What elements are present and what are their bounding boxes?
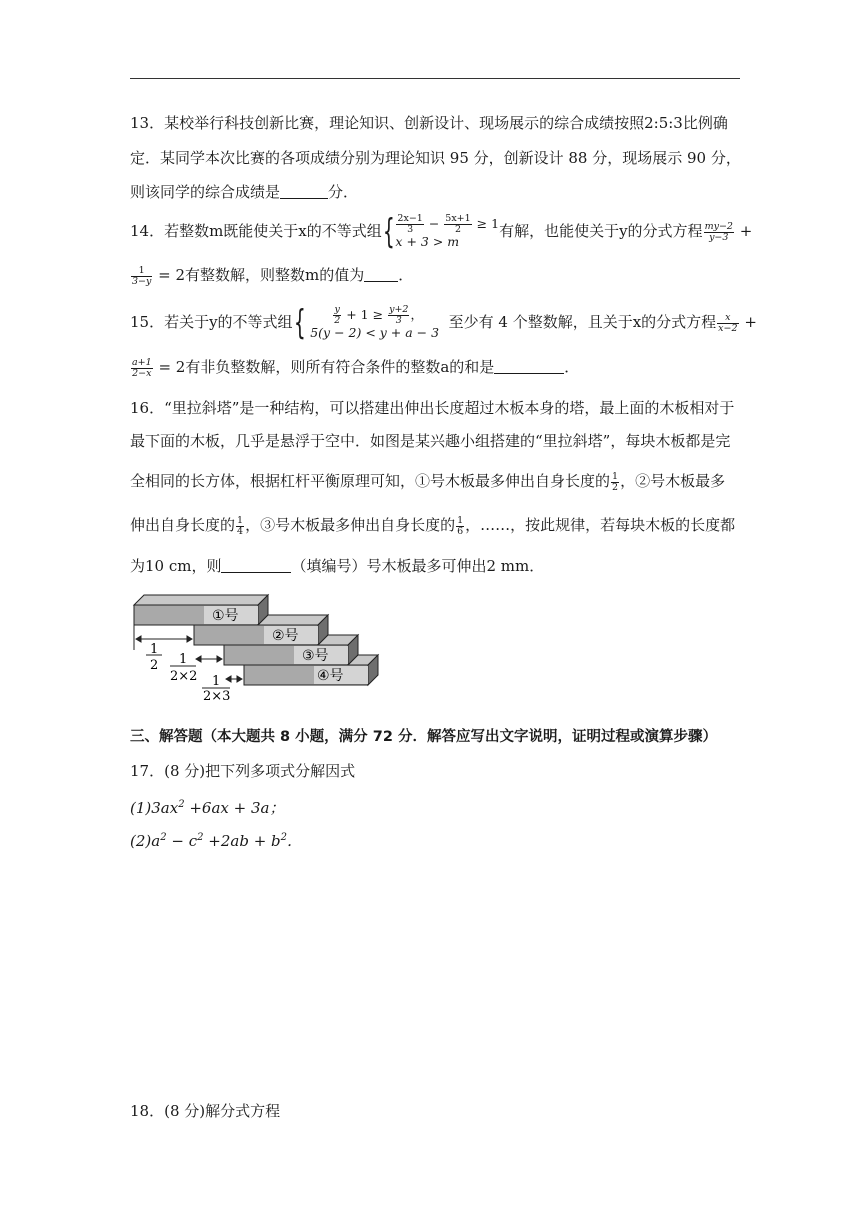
q16-fraction-half: $\frac{1}{2}$ <box>612 470 619 493</box>
dim-label-2-numerator: 1 <box>179 652 188 667</box>
q15-inequality-system: $\frac{y}{2}$ + 1 ≥ $\frac{y+2}{3}$ ， 5(y − 2) < y + a − 3 <box>310 304 440 340</box>
q13-line-1: 13．某校举行科技创新比赛，理论知识、创新设计、现场展示的综合成绩按照2:5:3比例确 <box>130 114 728 132</box>
leaning-tower-figure <box>128 590 383 700</box>
q14-period: ． <box>398 266 414 284</box>
q17-part-1: $(1)3ax^2 +6ax + 3a$； <box>130 799 285 817</box>
q16-line-4 <box>130 510 735 540</box>
q16-fraction-sixth: $\frac{1}{6}$ <box>457 514 464 537</box>
q16-text-4b: ，③号木板最多伸出自身长度的 <box>245 516 456 534</box>
q16-text-5b: （填编号）号木板最多可伸出2 mm． <box>291 557 545 575</box>
q16-line-5 <box>130 556 544 576</box>
section-3-title: 三、解答题（本大题共 8 小题，满分 72 分．解答应写出文字说明，证明过程或演算步骤） <box>130 729 717 745</box>
plank-label-1: ①号 <box>212 608 239 624</box>
q14-brace: { <box>382 212 395 252</box>
q14-text-a: 14．若整数m既能使关于x的不等式组 <box>130 222 382 240</box>
q14-eq-fraction-2: $\frac{1}{3-y}$ <box>132 264 152 287</box>
q16-text-5a: 为10 cm，则 <box>130 557 222 575</box>
q14-text-b: 有解，也能使关于y的分式方程 <box>499 222 703 240</box>
dim-label-3-numerator: 1 <box>212 674 221 689</box>
q17-title: 17．(8 分)把下列多项式分解因式 <box>130 762 356 780</box>
dim-label-2-denominator: 2×2 <box>170 669 198 684</box>
plank-label-2: ②号 <box>272 628 299 644</box>
q13-answer-blank[interactable] <box>280 184 328 199</box>
q13-text: 则该同学的综合成绩是 <box>130 183 281 201</box>
q13-line-3 <box>130 182 358 202</box>
q15-line-2 <box>130 353 579 381</box>
q16-line-2: 最下面的木板，几乎是悬浮于空中．如图是某兴趣小组搭建的“里拉斜塔”，每块木板都是完 <box>130 432 731 450</box>
dim-label-3-denominator: 2×3 <box>203 689 231 700</box>
q14-line-2 <box>130 262 413 288</box>
q17-part-2: $(2)a^2 - c^2 +2ab + b^2$． <box>130 832 303 850</box>
q14-line-1: 14．若整数m既能使关于x的不等式组{ $\frac{2x-1}{3}$ − $\frac{5x+1}{2}$ ≥ 1 x + 3 > m 有解，也能使关于y的分式方程 $\frac{my-2}{y-3}$ + <box>130 212 753 252</box>
dim-label-1-denominator: 2 <box>150 658 159 673</box>
plank-1 <box>134 595 268 625</box>
q13-text-end: 分． <box>328 183 359 201</box>
q15-text-c: = 2有非负整数解，则所有符合条件的整数a的和是 <box>158 358 495 376</box>
q14-text-c: = 2有整数解，则整数m的值为 <box>158 266 365 284</box>
q15-eq-fraction: $\frac{x}{x-2}$ <box>718 311 738 334</box>
q15-brace: { <box>293 303 306 343</box>
q13-line-2: 定．某同学本次比赛的各项成绩分别为理论知识 95 分，创新设计 88 分，现场展示 90 分， <box>130 149 741 167</box>
q14-inequality-system: $\frac{2x-1}{3}$ − $\frac{5x+1}{2}$ ≥ 1 x + 3 > m <box>395 213 500 249</box>
dim-label-1-numerator: 1 <box>150 642 159 657</box>
q15-period: ． <box>564 358 580 376</box>
q15-line-1: 15．若关于y的不等式组{ $\frac{y}{2}$ + 1 ≥ $\frac{y+2}{3}$ ， 5(y − 2) < y + a − 3 至少有 4 个整数解，且关于x的分式方程 $\frac{x}{x-2}$ + <box>130 303 757 343</box>
q18-title: 18．(8 分)解分式方程 <box>130 1102 281 1120</box>
q16-line-3 <box>130 466 725 496</box>
header-rule <box>130 78 740 79</box>
q15-text-a: 15．若关于y的不等式组 <box>130 313 293 331</box>
q16-fraction-quarter: $\frac{1}{4}$ <box>237 514 244 537</box>
q15-text-b: 至少有 4 个整数解，且关于x的分式方程 <box>448 313 717 331</box>
q14-answer-blank[interactable] <box>364 267 398 282</box>
q16-text-3a: 全相同的长方体，根据杠杆平衡原理可知，①号木板最多伸出自身长度的 <box>130 472 611 490</box>
q16-line-1: 16．“里拉斜塔”是一种结构，可以搭建出伸出长度超过木板本身的塔，最上面的木板相对于 <box>130 399 735 417</box>
q14-eq-fraction: $\frac{my-2}{y-3}$ <box>704 220 733 243</box>
q16-text-4c: ，……，按此规律，若每块木板的长度都 <box>465 516 736 534</box>
q16-text-3b: ，②号木板最多 <box>620 472 726 490</box>
q16-answer-blank[interactable] <box>221 558 291 573</box>
plank-label-4: ④号 <box>317 668 344 684</box>
q15-eq-fraction-2: $\frac{a+1}{2-x}$ <box>132 356 152 379</box>
q16-text-4a: 伸出自身长度的 <box>130 516 236 534</box>
plank-label-3: ③号 <box>302 648 329 664</box>
q15-answer-blank[interactable] <box>494 359 564 374</box>
